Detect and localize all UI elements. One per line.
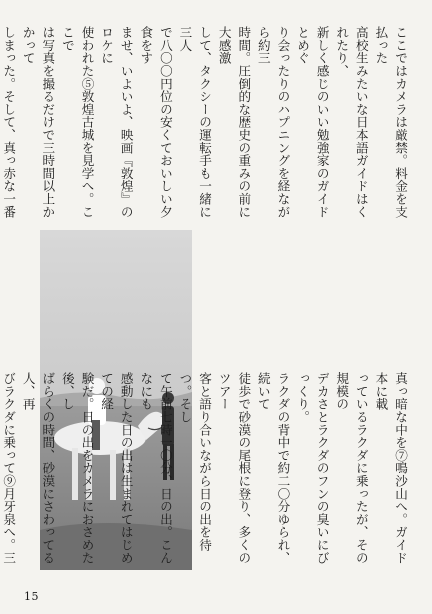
text-column: ラクダの背中で約二〇分ゆられ、続いて xyxy=(255,372,291,564)
text-column: り会ったりのハプニングを経ながら約三 xyxy=(255,26,291,218)
text-column: ばらくの時間、砂漠にさわってる人、再 xyxy=(20,372,56,564)
body-text-bottom xyxy=(1,372,410,572)
text-column: 使われた⑤敦煌古城を見学へ。ここで xyxy=(59,26,95,218)
text-column: は写真を撮るだけで三時間以上かかって xyxy=(20,26,56,218)
text-column: デカさとラクダのフンの臭いにびっくり。 xyxy=(295,372,330,564)
text-column: びラクダに乗って⑨月牙泉へ。三 xyxy=(1,372,17,564)
text-column: 徒歩で砂漠の尾根に登り、多くのツアー xyxy=(216,372,252,564)
text-column: ここではカメラは厳禁。料金を支払った xyxy=(373,26,408,218)
text-column: 真っ暗な中を⑦鳴沙山へ。ガイド本に載 xyxy=(373,372,408,564)
text-column: しまった。そして、真っ赤な一番 xyxy=(1,26,17,218)
text-column: 高校生みたいな日本語ガイドはくれたり、 xyxy=(334,26,369,218)
text-column: 験だ。日の出をカメラにおさめた後、し xyxy=(59,372,95,564)
text-column: 客と語り合いながら日の出を待つ。そし xyxy=(177,372,213,552)
text-column: ませ、いよいよ、映画『敦煌』のロケに xyxy=(99,26,134,218)
text-column: っているラクダに乗ったが、その規模の xyxy=(334,372,369,564)
text-column: 感動した日の出は生まれてはじめての経 xyxy=(99,372,134,564)
text-column: て午前七時一〇分、日の出。こんなにも xyxy=(138,372,173,564)
text-column: で八〇〇円位の安くておいしい夕食をす xyxy=(138,26,173,218)
text-column: 新しく感じのいい勉強家のガイドとめぐ xyxy=(295,26,330,218)
page-number: 15 xyxy=(24,590,39,603)
body-text-top xyxy=(1,26,410,222)
text-column: して、タクシーの運転手も一緒に三人 xyxy=(177,26,213,218)
text-column: 時間。圧倒的な歴史の重みの前に大感激 xyxy=(216,26,252,218)
